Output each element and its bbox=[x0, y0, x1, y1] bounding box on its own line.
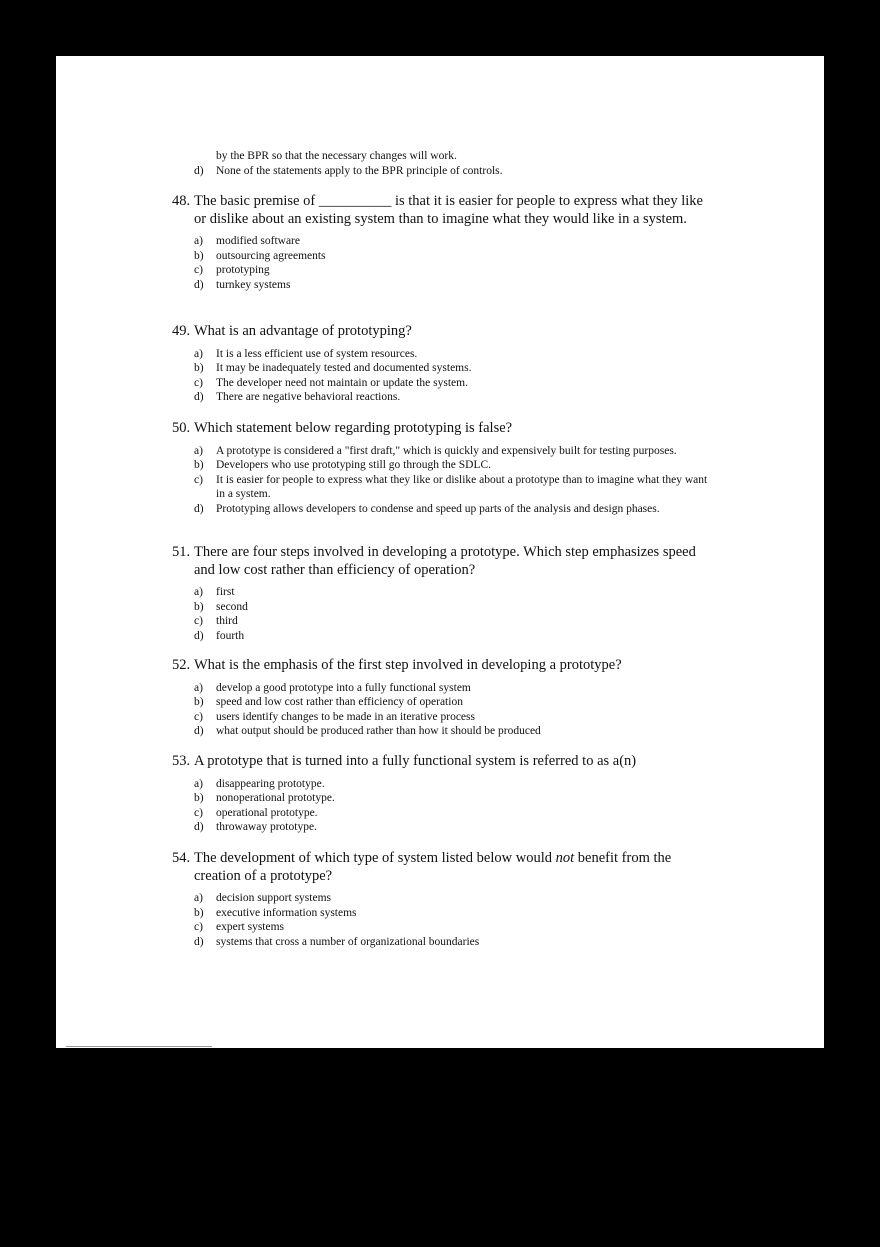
option-letter: c) bbox=[194, 806, 203, 819]
option-text: prototyping bbox=[216, 264, 270, 276]
option-letter: d) bbox=[194, 629, 204, 642]
option-d bbox=[194, 278, 712, 293]
question-text-pre: The development of which type of system listed below would bbox=[194, 850, 556, 866]
option-letter: a) bbox=[194, 347, 203, 360]
continued-option-letter: d) bbox=[194, 165, 204, 177]
option-a bbox=[194, 444, 714, 459]
option-text: fourth bbox=[216, 629, 245, 642]
option-letter: a) bbox=[194, 444, 203, 457]
option-letter: b) bbox=[194, 696, 204, 708]
option-b bbox=[194, 458, 714, 473]
question-text-post: benefit from the creation of a prototype? bbox=[194, 850, 672, 884]
option-text: It is a less efficient use of system resources. bbox=[216, 347, 418, 360]
option-letter: d) bbox=[194, 502, 204, 515]
option-text: speed and low cost rather than efficiency of operation bbox=[216, 696, 463, 708]
option-text: third bbox=[216, 615, 238, 627]
option-letter: b) bbox=[194, 906, 204, 919]
question-number: 50. bbox=[172, 420, 191, 436]
option-text: develop a good prototype into a fully functional system bbox=[216, 681, 471, 694]
option-c bbox=[194, 920, 712, 935]
option-letter: b) bbox=[194, 249, 204, 262]
option-letter: c) bbox=[194, 921, 203, 933]
question-text: What is the emphasis of the first step involved in developing a prototype? bbox=[194, 657, 622, 673]
option-d bbox=[194, 820, 712, 835]
option-letter: c) bbox=[194, 264, 203, 276]
option-letter: c) bbox=[194, 376, 203, 389]
option-letter: b) bbox=[194, 362, 204, 374]
question-50 bbox=[172, 420, 712, 516]
option-text: users identify changes to be made in an iterative process bbox=[216, 710, 475, 723]
option-text: first bbox=[216, 586, 235, 598]
option-list bbox=[172, 891, 712, 949]
question-stem bbox=[172, 420, 712, 438]
option-a bbox=[194, 585, 712, 600]
option-a bbox=[194, 681, 712, 696]
question-number: 48. bbox=[172, 193, 191, 209]
option-text: executive information systems bbox=[216, 906, 357, 919]
option-text: modified software bbox=[216, 235, 300, 247]
option-text: decision support systems bbox=[216, 892, 331, 904]
option-c bbox=[194, 263, 712, 278]
option-b bbox=[194, 695, 712, 710]
option-d bbox=[194, 390, 712, 405]
option-b bbox=[194, 361, 712, 376]
continued-option-text: by the BPR so that the necessary changes will work. bbox=[216, 150, 457, 162]
option-d bbox=[194, 724, 712, 739]
option-list bbox=[172, 347, 712, 405]
option-letter: a) bbox=[194, 586, 203, 598]
option-a bbox=[194, 777, 712, 792]
question-number: 52. bbox=[172, 657, 191, 673]
option-b bbox=[194, 600, 712, 615]
option-list bbox=[172, 234, 712, 292]
question-text: What is an advantage of prototyping? bbox=[194, 323, 412, 339]
question-text: There are four steps involved in developing a prototype. Which step emphasizes speed and low cost rather than efficiency of operation? bbox=[194, 544, 696, 578]
option-text: turnkey systems bbox=[216, 278, 291, 291]
option-c bbox=[194, 614, 712, 629]
question-number: 54. bbox=[172, 850, 191, 866]
option-list bbox=[172, 777, 712, 835]
option-letter: c) bbox=[194, 615, 203, 627]
option-text: nonoperational prototype. bbox=[216, 792, 335, 804]
option-list bbox=[172, 444, 714, 517]
option-text: what output should be produced rather than how it should be produced bbox=[216, 725, 541, 737]
option-letter: d) bbox=[194, 278, 204, 291]
option-letter: d) bbox=[194, 725, 204, 737]
option-letter: d) bbox=[194, 821, 204, 833]
option-text: disappearing prototype. bbox=[216, 777, 325, 790]
option-letter: d) bbox=[194, 391, 204, 403]
question-53 bbox=[172, 753, 712, 835]
option-letter: a) bbox=[194, 777, 203, 790]
question-number: 49. bbox=[172, 323, 191, 339]
option-text: second bbox=[216, 600, 248, 613]
option-letter: a) bbox=[194, 235, 203, 247]
option-letter: b) bbox=[194, 792, 204, 804]
option-letter: c) bbox=[194, 473, 203, 486]
option-text: It may be inadequately tested and documented systems. bbox=[216, 362, 472, 374]
option-d bbox=[194, 629, 712, 644]
option-letter: d) bbox=[194, 935, 204, 948]
question-48 bbox=[172, 193, 712, 292]
footnote-separator bbox=[66, 1046, 212, 1047]
question-text: Which statement below regarding prototyping is false? bbox=[194, 420, 513, 436]
question-text-emphasis: not bbox=[555, 850, 575, 866]
option-text: There are negative behavioral reactions. bbox=[216, 391, 401, 403]
question-51 bbox=[172, 544, 712, 643]
option-list bbox=[172, 681, 712, 739]
question-54 bbox=[172, 850, 712, 949]
option-text: systems that cross a number of organizational boundaries bbox=[216, 935, 480, 948]
option-letter: a) bbox=[194, 892, 203, 904]
option-letter: b) bbox=[194, 600, 204, 613]
option-text: A prototype is considered a "first draft," which is quickly and expensively built for testing purposes. bbox=[216, 444, 677, 457]
option-a bbox=[194, 347, 712, 362]
option-text: It is easier for people to express what they like or dislike about a prototype than to imagine what they want in a system. bbox=[216, 473, 708, 500]
option-text: outsourcing agreements bbox=[216, 249, 326, 262]
question-52 bbox=[172, 657, 712, 739]
option-d bbox=[194, 935, 712, 950]
option-letter: a) bbox=[194, 681, 203, 694]
question-number: 51. bbox=[172, 544, 191, 560]
question-49 bbox=[172, 323, 712, 405]
question-stem bbox=[172, 544, 712, 579]
question-text: The basic premise of __________ is that it is easier for people to express what they like or dislike about an existing system than to imagine what they would like in a system. bbox=[194, 193, 703, 227]
document-page bbox=[56, 56, 824, 1048]
option-d bbox=[194, 502, 714, 517]
question-stem bbox=[172, 323, 712, 341]
option-text: throwaway prototype. bbox=[216, 821, 317, 833]
question-stem bbox=[172, 657, 712, 675]
question-stem bbox=[172, 850, 712, 885]
option-c bbox=[194, 473, 714, 502]
option-text: The developer need not maintain or update the system. bbox=[216, 376, 468, 389]
option-list bbox=[172, 585, 712, 643]
question-number: 53. bbox=[172, 753, 191, 769]
option-a bbox=[194, 234, 712, 249]
option-b bbox=[194, 791, 712, 806]
option-letter: c) bbox=[194, 710, 203, 723]
option-a bbox=[194, 891, 712, 906]
option-c bbox=[194, 806, 712, 821]
continued-option-d: None of the statements apply to the BPR principle of controls. bbox=[216, 165, 503, 177]
option-text: expert systems bbox=[216, 921, 285, 933]
option-c bbox=[194, 710, 712, 725]
question-text: A prototype that is turned into a fully functional system is referred to as a(n) bbox=[194, 753, 637, 769]
question-stem bbox=[172, 753, 712, 771]
question-stem bbox=[172, 193, 712, 228]
option-text: Prototyping allows developers to condense and speed up parts of the analysis and design phases. bbox=[216, 502, 660, 515]
option-text: Developers who use prototyping still go through the SDLC. bbox=[216, 459, 492, 471]
option-b bbox=[194, 906, 712, 921]
option-c bbox=[194, 376, 712, 391]
option-b bbox=[194, 249, 712, 264]
option-text: operational prototype. bbox=[216, 806, 318, 819]
option-letter: b) bbox=[194, 459, 204, 471]
